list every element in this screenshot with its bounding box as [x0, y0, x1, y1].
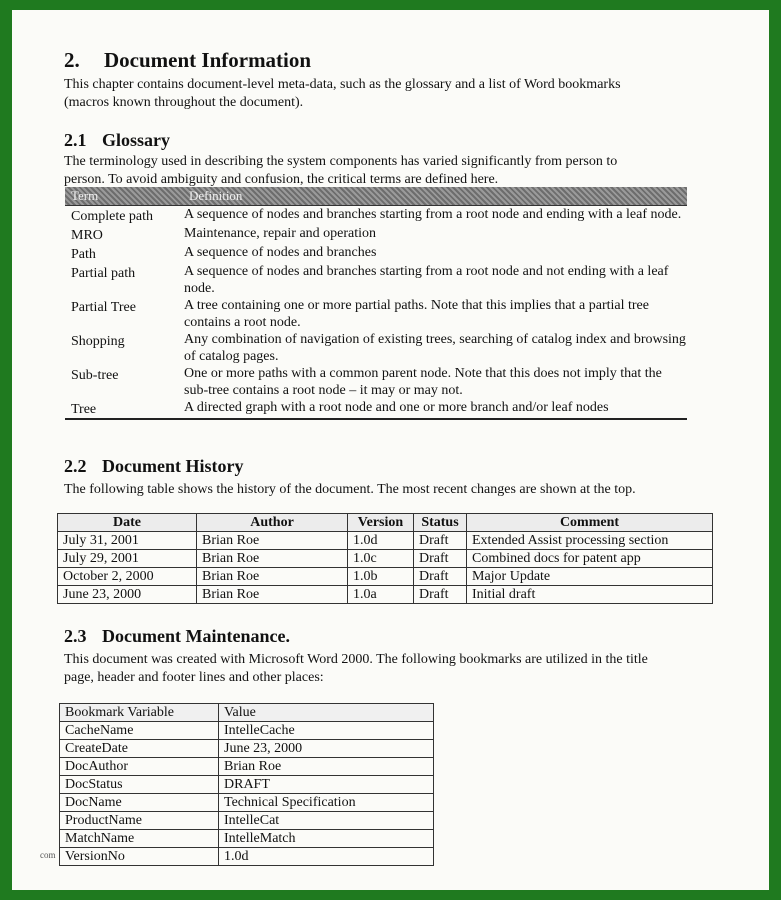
maintenance-heading — [64, 626, 290, 647]
history-col-comment: Comment — [467, 514, 713, 532]
section-title: Document Information — [104, 48, 312, 72]
cell: ProductName — [60, 812, 219, 830]
glossary-term: Partial path — [71, 266, 136, 281]
table-row — [60, 740, 434, 758]
table-row — [58, 568, 713, 586]
glossary-definition: A tree containing one or more partial paths. Note that this implies that a partial tree contains a root node. — [184, 298, 649, 330]
glossary-definition: Any combination of navigation of existing trees, searching of catalog index and browsing of catalog pages. — [184, 332, 686, 364]
cell: Initial draft — [467, 586, 713, 604]
table-row — [58, 550, 713, 568]
table-row — [60, 794, 434, 812]
glossary-term: Path — [71, 247, 96, 262]
maintenance-intro-line-2: page, header and footer lines and other places: — [64, 670, 324, 685]
cell: CreateDate — [60, 740, 219, 758]
cell: VersionNo — [60, 848, 219, 866]
glossary-table-header — [65, 187, 687, 206]
table-row — [60, 830, 434, 848]
glossary-row — [65, 297, 687, 331]
cell: Extended Assist processing section — [467, 532, 713, 550]
cell: Brian Roe — [197, 550, 348, 568]
table-row — [60, 776, 434, 794]
history-col-status: Status — [414, 514, 467, 532]
cell: CacheName — [60, 722, 219, 740]
glossary-row — [65, 225, 687, 244]
cell: IntelleMatch — [219, 830, 434, 848]
cell: 1.0b — [348, 568, 414, 586]
glossary-number: 2.1 — [64, 130, 87, 150]
section-intro-line-1: This chapter contains document-level meta-data, such as the glossary and a list of Word bookmarks — [64, 77, 621, 92]
glossary-intro-line-1: The terminology used in describing the system components has varied significantly from person to — [64, 154, 618, 169]
glossary-table — [65, 187, 687, 420]
maintenance-title: Document Maintenance. — [102, 626, 290, 646]
maintenance-number: 2.3 — [64, 626, 87, 646]
glossary-definition: A sequence of nodes and branches — [184, 245, 377, 260]
glossary-row — [65, 399, 687, 420]
table-row — [60, 848, 434, 866]
bookmarks-header-row — [60, 704, 434, 722]
bookmarks-col-variable: Bookmark Variable — [60, 704, 219, 722]
history-col-author: Author — [197, 514, 348, 532]
glossary-row — [65, 365, 687, 399]
scan-artifact-text: com — [40, 850, 56, 860]
section-intro-line-2: (macros known throughout the document). — [64, 95, 304, 110]
cell: Draft — [414, 532, 467, 550]
cell: Draft — [414, 568, 467, 586]
glossary-term: Shopping — [71, 334, 125, 349]
cell: 1.0a — [348, 586, 414, 604]
cell: DRAFT — [219, 776, 434, 794]
glossary-intro-line-2: person. To avoid ambiguity and confusion, the critical terms are defined here. — [64, 172, 499, 187]
cell: Draft — [414, 586, 467, 604]
cell: Brian Roe — [219, 758, 434, 776]
glossary-term: Tree — [71, 402, 97, 417]
table-row — [58, 532, 713, 550]
history-col-version: Version — [348, 514, 414, 532]
glossary-row — [65, 263, 687, 297]
glossary-heading — [64, 130, 170, 151]
cell: 1.0c — [348, 550, 414, 568]
table-row — [60, 758, 434, 776]
cell: DocStatus — [60, 776, 219, 794]
glossary-header-term: Term — [71, 188, 99, 203]
document-page — [12, 10, 769, 890]
history-col-date: Date — [58, 514, 197, 532]
cell: July 29, 2001 — [58, 550, 197, 568]
cell: June 23, 2000 — [219, 740, 434, 758]
glossary-term: MRO — [71, 228, 103, 243]
glossary-header-definition: Definition — [189, 188, 243, 203]
cell: Technical Specification — [219, 794, 434, 812]
cell: IntelleCat — [219, 812, 434, 830]
cell: 1.0d — [348, 532, 414, 550]
bookmarks-col-value: Value — [219, 704, 434, 722]
cell: Combined docs for patent app — [467, 550, 713, 568]
cell: Major Update — [467, 568, 713, 586]
history-header-row — [58, 514, 713, 532]
cell: Brian Roe — [197, 586, 348, 604]
history-intro: The following table shows the history of the document. The most recent changes are shown at the top. — [64, 482, 636, 497]
cell: IntelleCache — [219, 722, 434, 740]
glossary-term: Partial Tree — [71, 300, 136, 315]
glossary-definition: One or more paths with a common parent node. Note that this does not imply that the sub-tree contains a root node – it may or may not. — [184, 366, 662, 398]
section-number: 2. — [64, 48, 80, 72]
history-table — [57, 513, 713, 604]
glossary-definition: Maintenance, repair and operation — [184, 226, 377, 241]
history-title: Document History — [102, 456, 244, 476]
cell: October 2, 2000 — [58, 568, 197, 586]
table-row — [60, 722, 434, 740]
bookmarks-table — [59, 703, 434, 866]
history-heading — [64, 456, 243, 477]
glossary-row — [65, 244, 687, 263]
cell: Draft — [414, 550, 467, 568]
section-heading-document-information — [64, 48, 311, 73]
table-row — [60, 812, 434, 830]
table-row — [58, 586, 713, 604]
cell: MatchName — [60, 830, 219, 848]
glossary-row — [65, 331, 687, 365]
glossary-definition: A directed graph with a root node and one or more branch and/or leaf nodes — [184, 400, 609, 415]
cell: June 23, 2000 — [58, 586, 197, 604]
cell: Brian Roe — [197, 532, 348, 550]
glossary-definition: A sequence of nodes and branches starting from a root node and ending with a leaf node. — [184, 207, 682, 222]
cell: 1.0d — [219, 848, 434, 866]
maintenance-intro-line-1: This document was created with Microsoft Word 2000. The following bookmarks are utilized in the title — [64, 652, 648, 667]
glossary-definition: A sequence of nodes and branches starting from a root node and not ending with a leaf node. — [184, 264, 669, 296]
glossary-row — [65, 206, 687, 225]
glossary-term: Sub-tree — [71, 368, 119, 383]
cell: DocAuthor — [60, 758, 219, 776]
cell: DocName — [60, 794, 219, 812]
glossary-term: Complete path — [71, 209, 154, 224]
glossary-title: Glossary — [102, 130, 171, 150]
history-number: 2.2 — [64, 456, 87, 476]
cell: July 31, 2001 — [58, 532, 197, 550]
cell: Brian Roe — [197, 568, 348, 586]
